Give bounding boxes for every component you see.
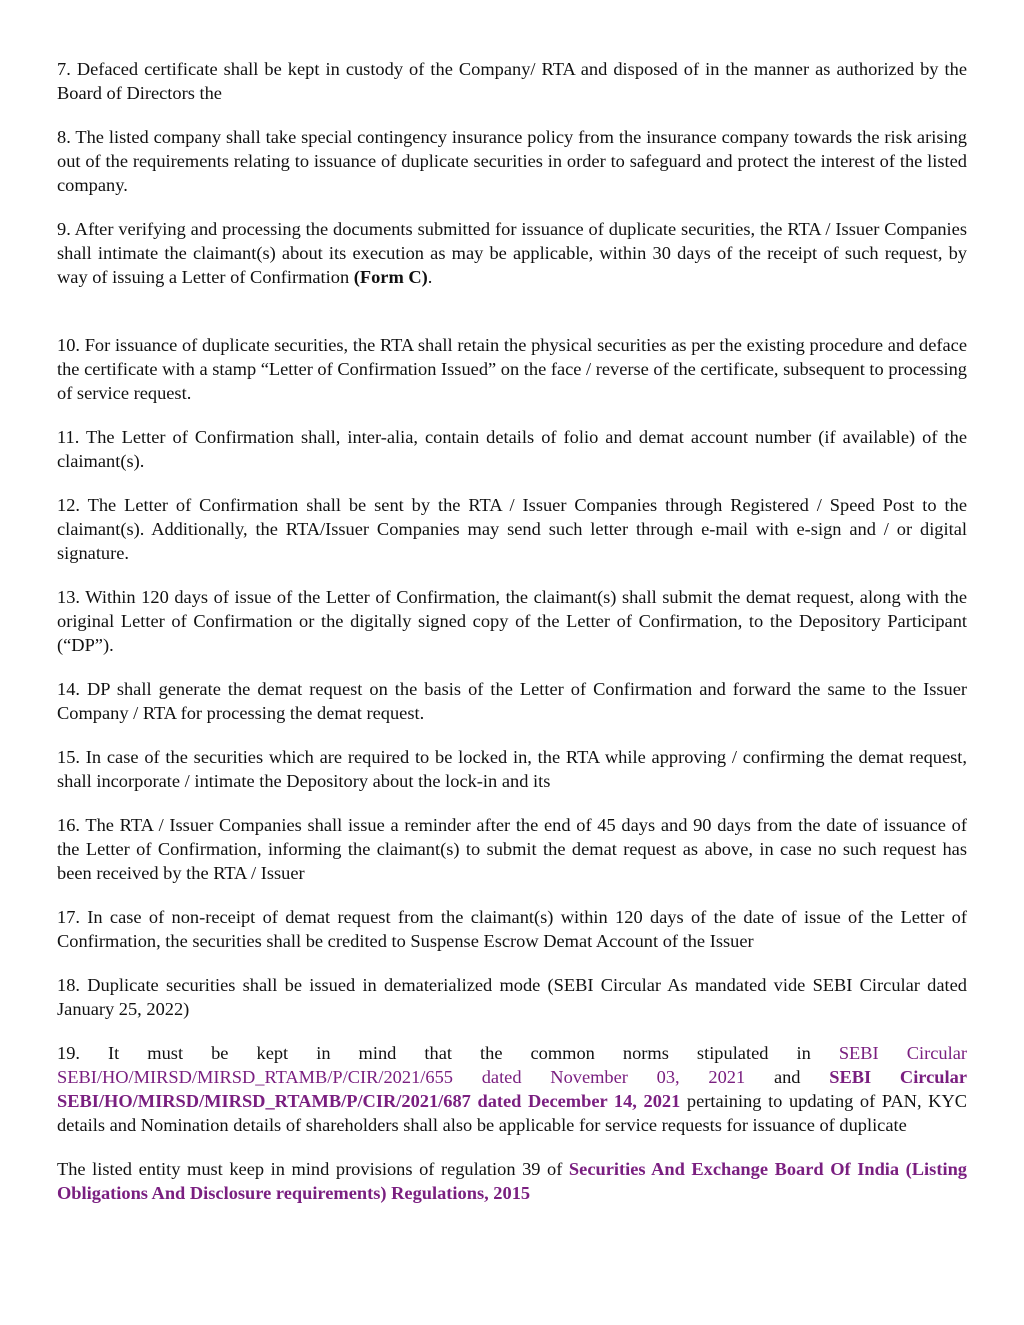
paragraph-19-end: pertaining to updating of PAN, KYC details and Nomination details of shareholders shall also be applicable for service requests for issuance of duplicate [57, 1091, 967, 1135]
lodr-regulations-link[interactable]: Securities And Exchange Board Of India (Listing Obligations And Disclosure requirements) Regulations, 2015 [57, 1159, 967, 1203]
paragraph-9 [57, 217, 967, 289]
paragraph-8: 8. The listed company shall take special contingency insurance policy from the insurance company towards the risk arising out of the requirements relating to issuance of duplicate securities in order to safeguard and protect the interest of the listed company. [57, 127, 967, 195]
paragraph-19-and: and [745, 1067, 830, 1087]
paragraph-14: 14. DP shall generate the demat request on the basis of the Letter of Confirmation and forward the same to the Issuer Company / RTA for processing the demat request. [57, 679, 967, 723]
paragraph-12: 12. The Letter of Confirmation shall be sent by the RTA / Issuer Companies through Registered / Speed Post to the claimant(s). Additionally, the RTA/Issuer Companies may send such letter through e-mail with e-sign and / or digital signature. [57, 495, 967, 563]
paragraph-13: 13. Within 120 days of issue of the Letter of Confirmation, the claimant(s) shall submit the demat request, along with the original Letter of Confirmation or the digitally signed copy of the Letter of Confirmation, to the Depository Participant (“DP”). [57, 587, 967, 655]
paragraph-17: 17. In case of non-receipt of demat request from the claimant(s) within 120 days of the date of issue of the Letter of Confirmation, the securities shall be credited to Suspense Escrow Demat Account of the Issuer [57, 907, 967, 951]
paragraph-9-end: . [427, 267, 433, 287]
paragraph-10: 10. For issuance of duplicate securities, the RTA shall retain the physical securities as per the existing procedure and deface the certificate with a stamp “Letter of Confirmation Issued” on the face / reverse of the certificate, subsequent to processing of service request. [57, 335, 967, 403]
document-body [57, 57, 967, 1225]
sebi-circular-655-link[interactable]: SEBI Circular SEBI/HO/MIRSD/MIRSD_RTAMB/P/CIR/2021/655 dated November 03, 2021 [57, 1043, 967, 1087]
paragraph-19 [57, 1041, 967, 1137]
paragraph-9-text: 9. After verifying and processing the documents submitted for issuance of duplicate securities, the RTA / Issuer Companies shall intimate the claimant(s) about its execution as may be applicable, within 30 days of the receipt of such request, by way of issuing a Letter of Confirmation [57, 219, 967, 287]
sebi-circular-687-link[interactable]: SEBI Circular SEBI/HO/MIRSD/MIRSD_RTAMB/P/CIR/2021/687 dated December 14, 2021 [57, 1067, 967, 1111]
paragraph-18: 18. Duplicate securities shall be issued in dematerialized mode (SEBI Circular As mandated vide SEBI Circular dated January 25, 2022) [57, 975, 967, 1019]
form-c-reference: (Form C) [353, 267, 428, 287]
paragraph-7: 7. Defaced certificate shall be kept in custody of the Company/ RTA and disposed of in the manner as authorized by the Board of Directors the [57, 59, 967, 103]
paragraph-19-text: 19. It must be kept in mind that the common norms stipulated in [57, 1043, 839, 1063]
closing-text: The listed entity must keep in mind provisions of regulation 39 of [57, 1159, 569, 1179]
paragraph-11: 11. The Letter of Confirmation shall, inter-alia, contain details of folio and demat account number (if available) of the claimant(s). [57, 427, 967, 471]
closing-paragraph [57, 1157, 967, 1205]
paragraph-15: 15. In case of the securities which are required to be locked in, the RTA while approving / confirming the demat request, shall incorporate / intimate the Depository about the lock-in and its [57, 747, 967, 791]
paragraph-16: 16. The RTA / Issuer Companies shall issue a reminder after the end of 45 days and 90 days from the date of issuance of the Letter of Confirmation, informing the claimant(s) to submit the demat request as above, in case no such request has been received by the RTA / Issuer [57, 815, 967, 883]
